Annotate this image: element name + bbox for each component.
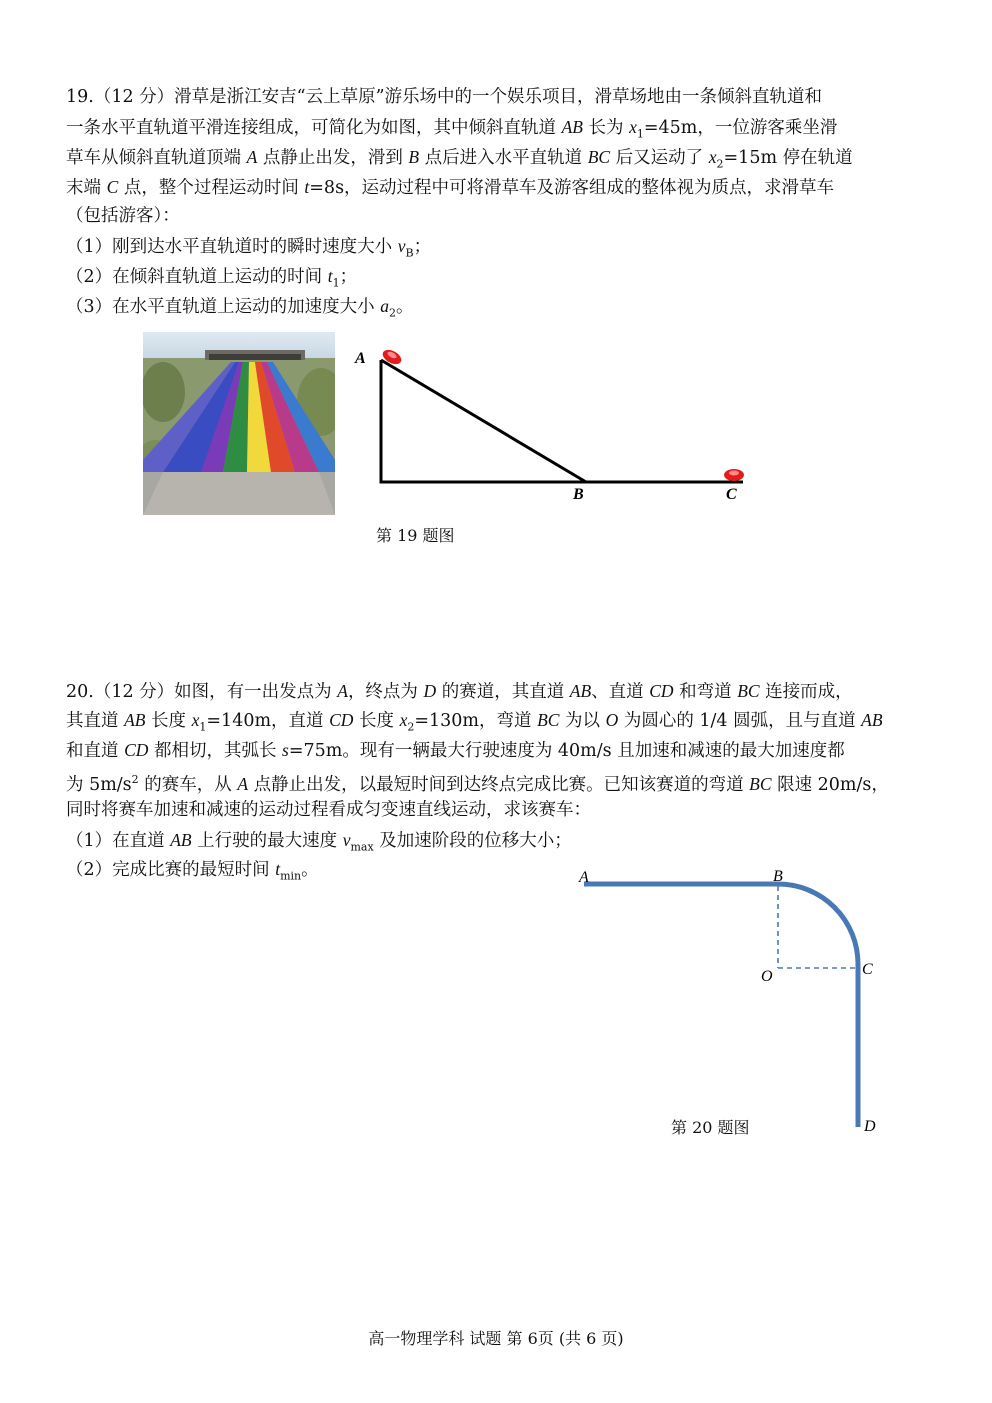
q19-point-a: A xyxy=(355,350,366,367)
text-segment: 点静止出发，滑到 xyxy=(257,148,409,168)
text-segment: （1）刚到达水平直轨道时的瞬时速度大小 xyxy=(66,237,398,257)
text-segment: （包括游客）： xyxy=(66,206,180,226)
text-segment: 点后进入水平直轨道 xyxy=(419,148,588,168)
text-segment: ； xyxy=(339,267,358,287)
q20-diagram xyxy=(570,862,890,1146)
text-segment: =130m，弯道 xyxy=(414,711,538,731)
text-segment: 后又运动了 xyxy=(610,148,709,168)
text-segment: B xyxy=(405,246,414,260)
text-segment: 1 xyxy=(332,276,340,290)
text-segment: D xyxy=(423,681,437,701)
text-segment: AB xyxy=(861,710,883,730)
text-segment: 2 xyxy=(716,157,724,171)
text-segment: v xyxy=(342,830,351,850)
text-segment: =75m。现有一辆最大行驶速度为 40m/s 且加速和减速的最大加速度都 xyxy=(288,741,845,761)
text-segment: （3）在水平直轨道上运动的加速度大小 xyxy=(66,297,381,317)
text-segment: 的赛车，从 xyxy=(138,774,238,795)
text-segment: 2 xyxy=(407,720,415,734)
text-segment: 点静止出发，以最短时间到达终点完成比赛。已知该赛道的弯道 xyxy=(248,774,750,795)
text-segment: 。 xyxy=(301,860,319,880)
text-segment: BC xyxy=(587,147,611,167)
text-segment: ，终点为 xyxy=(347,682,424,702)
text-segment: 和弯道 xyxy=(673,682,738,702)
q19-line xyxy=(66,172,834,203)
q20-line xyxy=(66,854,319,892)
text-segment: 点，整个过程运动时间 xyxy=(118,178,305,198)
text-segment: =45m，一位游客乘坐滑 xyxy=(643,118,838,138)
text-segment: 长度 xyxy=(145,711,192,731)
q19-diagram xyxy=(350,340,760,519)
text-segment: 及加速阶段的位移大小； xyxy=(373,831,572,851)
text-segment: min xyxy=(280,869,302,883)
text-segment: CD xyxy=(649,681,674,701)
text-segment: x xyxy=(399,710,408,730)
text-segment: =15m 停在轨道 xyxy=(723,148,853,168)
text-segment: 2 xyxy=(131,773,139,786)
q19-line xyxy=(66,291,413,329)
text-segment: 连接而成， xyxy=(759,682,853,702)
text-segment: （2）在倾斜直轨道上运动的时间 xyxy=(66,267,328,287)
q20-point-o: O xyxy=(761,968,773,985)
text-segment: 末端 xyxy=(66,178,107,198)
text-segment: AB xyxy=(569,681,592,701)
q19-point-c: C xyxy=(726,486,737,503)
text-segment: 同时将赛车加速和减速的运动过程看成匀变速直线运动，求该赛车： xyxy=(66,800,591,820)
text-segment: CD xyxy=(124,740,149,760)
text-segment: 长度 xyxy=(353,711,400,731)
text-segment: x xyxy=(708,147,717,167)
text-segment: 1 xyxy=(199,720,207,734)
text-segment: B xyxy=(408,147,420,167)
grass-slide-photo xyxy=(143,332,335,515)
text-segment: A xyxy=(337,681,348,701)
text-segment: 和直道 xyxy=(66,741,125,761)
text-segment: C xyxy=(106,177,119,197)
text-segment: t xyxy=(327,266,333,286)
text-segment: AB xyxy=(170,830,192,850)
text-segment: （1）在直道 xyxy=(66,831,171,851)
q19-line xyxy=(66,201,180,231)
q19-point-b: B xyxy=(573,486,584,503)
text-segment: A xyxy=(237,773,249,794)
q19-figure-caption: 第 19 题图 xyxy=(376,526,455,545)
text-segment: 的赛道，其直道 xyxy=(436,682,570,702)
text-segment: （2）完成比赛的最短时间 xyxy=(66,860,276,880)
text-segment: t xyxy=(275,859,281,879)
text-segment: BC xyxy=(537,710,560,730)
text-segment: 1 xyxy=(636,127,644,141)
text-segment: CD xyxy=(329,710,354,730)
q20-point-a: A xyxy=(579,869,589,886)
q20-point-c: C xyxy=(862,961,873,978)
text-segment: 上行驶的最大速度 xyxy=(191,831,343,851)
text-segment: A xyxy=(246,147,258,167)
text-segment: 为以 xyxy=(559,711,606,731)
q20-point-d: D xyxy=(864,1118,876,1135)
text-segment: 20.（12 分）如图，有一出发点为 xyxy=(66,682,338,702)
text-segment: max xyxy=(350,840,374,854)
text-segment: 草车从倾斜直轨道顶端 xyxy=(66,148,247,168)
text-segment: 一条水平直轨道平滑连接组成，可简化为如图，其中倾斜直轨道 xyxy=(66,118,562,138)
q20-line xyxy=(66,676,853,707)
q20-point-b: B xyxy=(773,868,783,885)
text-segment: O xyxy=(605,710,619,730)
text-segment: AB xyxy=(124,710,146,730)
text-segment: BC xyxy=(749,773,772,794)
text-segment: 、直道 xyxy=(591,682,650,702)
page-footer: 高一物理学科 试题 第 6页 (共 6 页) xyxy=(368,1329,624,1348)
text-segment: 长为 xyxy=(582,118,630,138)
text-segment: =140m，直道 xyxy=(206,711,330,731)
text-segment: 为圆心的 1/4 圆弧，且与直道 xyxy=(618,711,862,731)
text-segment: a xyxy=(380,296,389,316)
text-segment: =8s，运动过程中可将滑草车及游客组成的整体视为质点，求滑草车 xyxy=(309,178,835,198)
text-segment: v xyxy=(397,236,406,256)
text-segment: 2 xyxy=(388,306,396,320)
text-segment: AB xyxy=(561,117,583,137)
text-segment: ； xyxy=(413,237,432,257)
text-segment: BC xyxy=(737,681,760,701)
text-segment: 限速 20m/s， xyxy=(771,774,889,795)
text-segment: x xyxy=(629,117,637,137)
text-segment: t xyxy=(304,177,310,197)
text-segment: 都相切，其弧长 xyxy=(148,741,283,761)
q20-line xyxy=(66,735,845,766)
text-segment: s xyxy=(282,740,289,760)
text-segment: 。 xyxy=(395,297,414,317)
q20-figure-caption: 第 20 题图 xyxy=(671,1118,750,1137)
text-segment: 其直道 xyxy=(66,711,125,731)
q19-line xyxy=(66,82,822,112)
text-segment: x xyxy=(191,710,200,730)
q20-line xyxy=(66,795,591,825)
text-segment: 为 5m/s xyxy=(66,774,132,795)
text-segment: 19.（12 分）滑草是浙江安吉“云上草原”游乐场中的一个娱乐项目，滑草场地由一条倾斜直轨道和 xyxy=(66,87,823,107)
